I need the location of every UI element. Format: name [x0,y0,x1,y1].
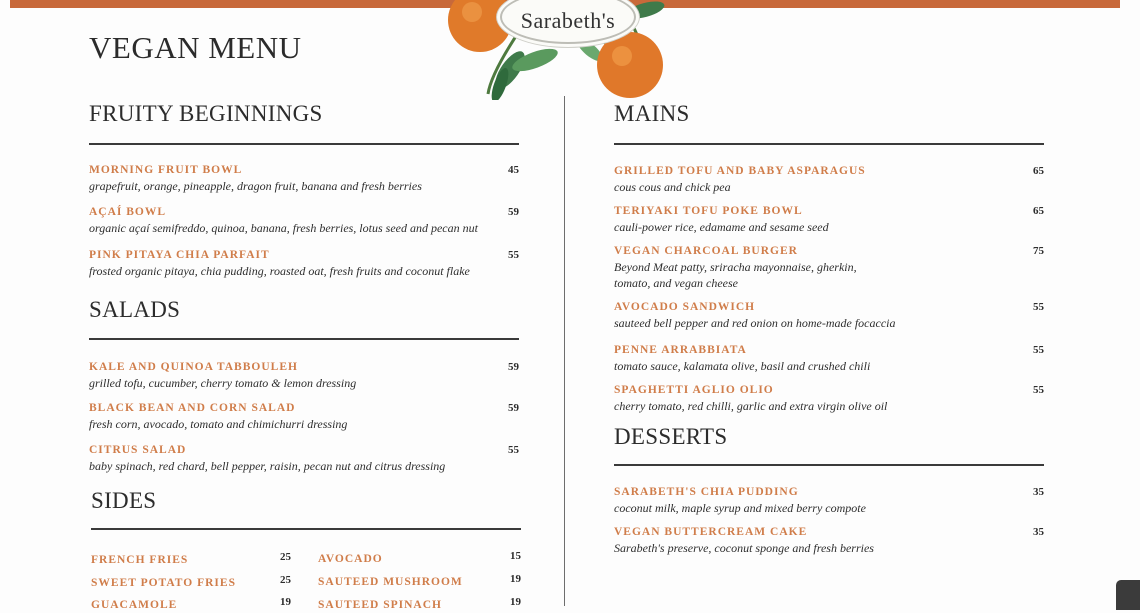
item-name: SWEET POTATO FRIES [91,577,236,589]
item-price: 59 [508,402,519,414]
item-name: TERIYAKI TOFU POKE BOWL [614,205,803,217]
section-rule [91,528,521,530]
item-name: GRILLED TOFU AND BABY ASPARAGUS [614,165,866,177]
section-rule [614,143,1044,145]
item-name: VEGAN BUTTERCREAM CAKE [614,526,808,538]
item-name: FRENCH FRIES [91,554,189,566]
item-name: GUACAMOLE [91,599,178,611]
column-divider [564,96,565,606]
menu-item [89,205,519,236]
brand-logo [440,0,690,100]
item-price: 35 [1033,486,1044,498]
item-description: cous cous and chick pea [614,180,731,194]
item-price: 75 [1033,245,1044,257]
item-price: 55 [1033,384,1044,396]
item-description-line-2: tomato, and vegan cheese [614,276,738,290]
item-price: 59 [508,361,519,373]
item-price: 65 [1033,205,1044,217]
menu-item [614,300,1044,331]
item-name: AÇAÍ BOWL [89,206,167,218]
item-price: 55 [1033,301,1044,313]
item-name: CITRUS SALAD [89,444,187,456]
item-description: grilled tofu, cucumber, cherry tomato & lemon dressing [89,376,357,390]
item-price: 15 [510,550,521,562]
item-description: Beyond Meat patty, sriracha mayonnaise, gherkin, [614,260,857,274]
item-price: 19 [510,573,521,585]
section-rule [89,338,519,340]
menu-item [614,525,1044,556]
menu-item [89,248,519,279]
menu-item [614,383,1044,414]
item-description: coconut milk, maple syrup and mixed berry compote [614,501,866,515]
item-description: frosted organic pitaya, chia pudding, roasted oat, fresh fruits and coconut flake [89,264,470,278]
section-rule [614,464,1044,466]
side-item [91,595,291,610]
item-description: cauli-power rice, edamame and sesame seed [614,220,829,234]
item-name: VEGAN CHARCOAL BURGER [614,245,798,257]
item-price: 25 [280,574,291,586]
side-item [318,549,521,564]
item-price: 35 [1033,526,1044,538]
item-description: tomato sauce, kalamata olive, basil and crushed chili [614,359,871,373]
section-title-mains: MAINS [614,101,690,126]
item-name: BLACK BEAN AND CORN SALAD [89,402,296,414]
menu-item [614,244,1044,291]
item-name: SAUTEED MUSHROOM [318,576,463,588]
item-price: 65 [1033,165,1044,177]
item-description: Sarabeth's preserve, coconut sponge and fresh berries [614,541,874,555]
item-description: fresh corn, avocado, tomato and chimichurri dressing [89,417,348,431]
menu-item [614,485,1044,516]
item-price: 55 [508,444,519,456]
side-item [91,573,291,588]
page-title: VEGAN MENU [89,30,302,65]
item-name: PENNE ARRABBIATA [614,344,747,356]
menu-item [89,401,519,432]
item-name: AVOCADO [318,553,383,565]
item-name: SARABETH'S CHIA PUDDING [614,486,799,498]
section-title-salads: SALADS [89,297,181,322]
side-item [318,572,521,587]
item-description: sauteed bell pepper and red onion on home-made focaccia [614,316,896,330]
menu-item [614,343,1044,374]
item-description: grapefruit, orange, pineapple, dragon fruit, banana and fresh berries [89,179,422,193]
side-item [318,595,521,610]
item-price: 59 [508,206,519,218]
item-name: SAUTEED SPINACH [318,599,442,611]
item-price: 25 [280,551,291,563]
menu-item [89,163,519,194]
item-description: organic açaí semifreddo, quinoa, banana, fresh berries, lotus seed and pecan nut [89,221,478,235]
item-name: PINK PITAYA CHIA PARFAIT [89,249,270,261]
section-title-desserts: DESSERTS [614,424,728,449]
item-price: 19 [510,596,521,608]
item-description: baby spinach, red chard, bell pepper, raisin, pecan nut and citrus dressing [89,459,446,473]
item-description: cherry tomato, red chilli, garlic and extra virgin olive oil [614,399,888,413]
section-title-fruity: FRUITY BEGINNINGS [89,101,323,126]
item-price: 55 [1033,344,1044,356]
section-title-sides: SIDES [91,488,157,513]
menu-item [89,360,519,391]
side-item [91,550,291,565]
item-name: AVOCADO SANDWICH [614,301,756,313]
brand-name: Sarabeth's [520,8,616,33]
item-price: 45 [508,164,519,176]
item-price: 55 [508,249,519,261]
menu-item [614,164,1044,195]
item-name: MORNING FRUIT BOWL [89,164,243,176]
section-rule [89,143,519,145]
item-name: KALE AND QUINOA TABBOULEH [89,361,298,373]
item-name: SPAGHETTI AGLIO OLIO [614,384,774,396]
menu-item [614,204,1044,235]
menu-item [89,443,519,474]
item-price: 19 [280,596,291,608]
